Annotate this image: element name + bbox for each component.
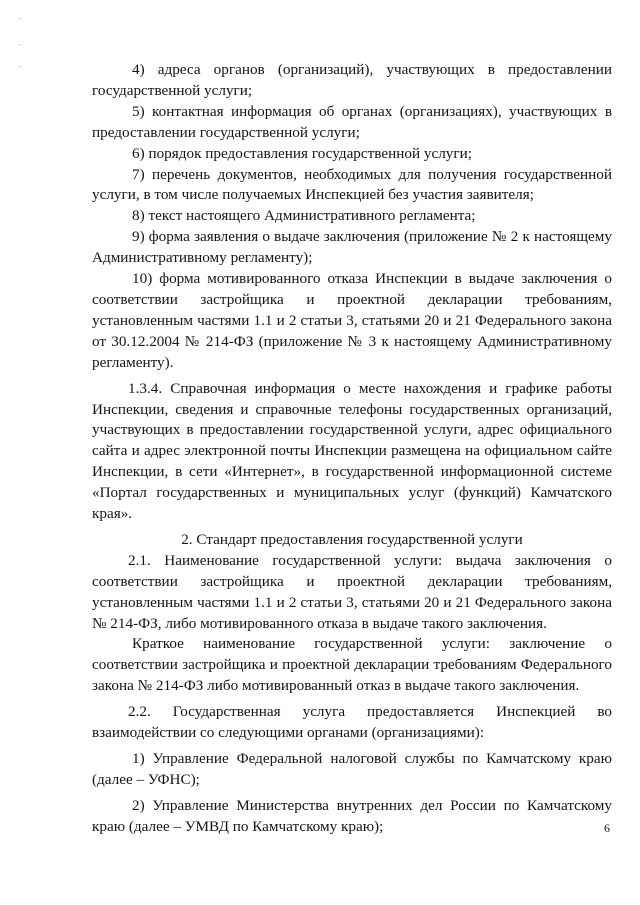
document-body bbox=[92, 60, 612, 838]
paragraph-short-name: Краткое наименование государственной услуги: заключение о соответствии застройщика и проектной декларации требованиям Федерального закона № 214-ФЗ либо мотивированный отказ в выдаче такого заключения. bbox=[92, 635, 612, 695]
paragraph-item-10: 10) форма мотивированного отказа Инспекции в выдаче заключения о соответствии застройщика и проектной декларации требованиям, установленным частями 1.1 и 2 статьи 3, статьями 20 и 21 Федерального закона от 30.12.2004 № 214-ФЗ (приложение № 3 к настоящему Административному регламенту). bbox=[92, 270, 612, 371]
scan-speck bbox=[19, 44, 20, 45]
paragraph-umvd: 2) Управление Министерства внутренних дел России по Камчатскому краю (далее – УМВД по Камчатскому краю); bbox=[92, 796, 612, 835]
paragraph-item-8: 8) текст настоящего Административного регламента; bbox=[132, 207, 476, 225]
paragraph-2-1: 2.1. Наименование государственной услуги: выдача заключения о соответствии застройщика и проектной декларации требованиям, установленным частями 1.1 и 2 статьи 3, статьями 20 и 21 Федерального закона № 214-ФЗ, либо мотивированного отказа в выдаче такого заключения. bbox=[92, 551, 612, 632]
paragraph-item-9: 9) форма заявления о выдаче заключения (приложение № 2 к настоящему Административному регламенту); bbox=[92, 228, 612, 267]
paragraph-item-7: 7) перечень документов, необходимых для получения государственной услуги, в том числе получаемых Инспекцией без участия заявителя; bbox=[92, 165, 612, 204]
paragraph-item-5: 5) контактная информация об органах (организациях), участвующих в предоставлении государственной услуги; bbox=[92, 102, 612, 141]
section-heading: 2. Стандарт предоставления государственной услуги bbox=[181, 530, 523, 548]
paragraph-1-3-4: 1.3.4. Справочная информация о месте нахождения и графике работы Инспекции, сведения и справочные телефоны государственных организаций, участвующих в предоставлении государственной услуги, адрес официального сайта и адрес электронной почты Инспекции размещена на официальном сайте Инспекции, в сети «Интернет», в государственной информационной системе «Портал государственных и муниципальных услуг (функций) Камчатского края». bbox=[92, 379, 612, 523]
page-number: 6 bbox=[604, 821, 610, 835]
paragraph-2-2: 2.2. Государственная услуга предоставляется Инспекцией во взаимодействии со следующими органами (организациями): bbox=[92, 703, 612, 742]
paragraph-ufns: 1) Управление Федеральной налоговой службы по Камчатскому краю (далее – УФНС); bbox=[92, 750, 612, 788]
scan-speck bbox=[20, 18, 21, 19]
paragraph-item-4: 4) адреса органов (организаций), участвующих в предоставлении государственной услуги; bbox=[92, 61, 612, 99]
paragraph-item-6: 6) порядок предоставления государственной услуги; bbox=[132, 144, 472, 162]
scan-speck bbox=[19, 66, 20, 67]
